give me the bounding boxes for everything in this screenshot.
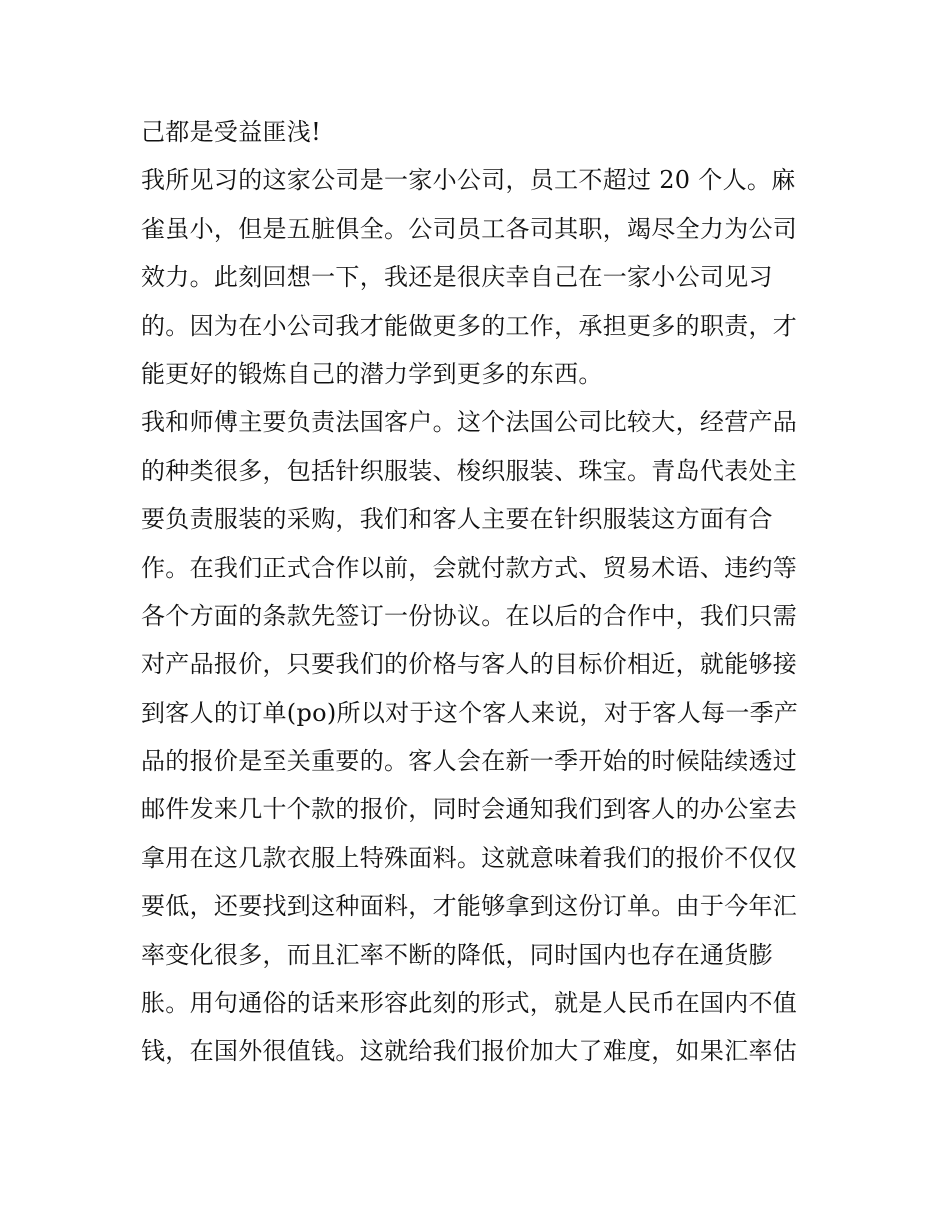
text-line: 对产品报价，只要我们的价格与客人的目标价相近，就能够接: [141, 650, 798, 679]
text-line: 拿用在这几款衣服上特殊面料。这就意味着我们的报价不仅仅: [141, 843, 798, 872]
text-line: 到客人的订单(po)所以对于这个客人来说，对于客人每一季产: [141, 698, 799, 727]
text-line: 我所见习的这家公司是一家小公司，员工不超过 20 个人。麻: [141, 166, 796, 195]
text-line: 的种类很多，包括针织服装、梭织服装、珠宝。青岛代表处主: [141, 456, 798, 485]
text-line: 的。因为在小公司我才能做更多的工作，承担更多的职责，才: [141, 311, 798, 340]
body-text: [141, 108, 811, 1076]
text-line: 胀。用句通俗的话来形容此刻的形式，就是人民币在国内不值: [141, 989, 798, 1018]
text-line: 要低，还要找到这种面料，才能够拿到这份订单。由于今年汇: [141, 892, 798, 921]
text-line: 雀虽小，但是五脏俱全。公司员工各司其职，竭尽全力为公司: [141, 214, 798, 243]
text-line: 要负责服装的采购，我们和客人主要在针织服装这方面有合: [141, 505, 773, 534]
text-line: 邮件发来几十个款的报价，同时会通知我们到客人的办公室去: [141, 795, 798, 824]
text-line: 效力。此刻回想一下，我还是很庆幸自己在一家小公司见习: [141, 263, 773, 292]
text-line: 能更好的锻炼自己的潜力学到更多的东西。: [141, 359, 603, 388]
text-line: 钱，在国外很值钱。这就给我们报价加大了难度，如果汇率估: [141, 1037, 798, 1066]
text-line: 各个方面的条款先签订一份协议。在以后的合作中，我们只需: [141, 601, 798, 630]
text-line: 我和师傅主要负责法国客户。这个法国公司比较大，经营产品: [141, 408, 798, 437]
text-line: 己都是受益匪浅!: [141, 118, 322, 146]
text-line: 率变化很多，而且汇率不断的降低，同时国内也存在通货膨: [141, 940, 773, 969]
text-line: 品的报价是至关重要的。客人会在新一季开始的时候陆续透过: [141, 747, 798, 776]
text-line: 作。在我们正式合作以前，会就付款方式、贸易术语、违约等: [141, 553, 798, 582]
